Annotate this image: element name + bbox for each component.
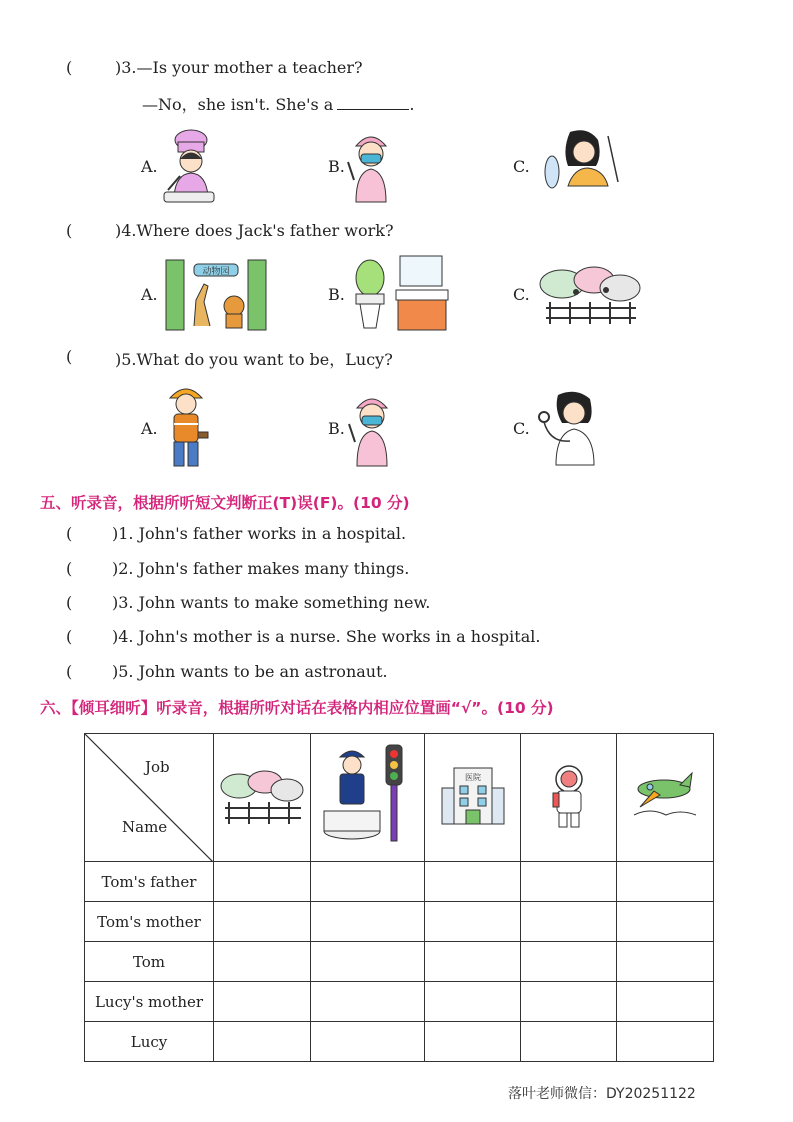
zoo-icon (164, 256, 268, 332)
q3-number: )3. (115, 58, 137, 77)
answer-cell[interactable] (425, 1022, 521, 1062)
row-label: Tom's mother (85, 902, 214, 942)
answer-cell[interactable] (425, 982, 521, 1022)
section6-title-row (40, 696, 554, 718)
answer-cell[interactable] (311, 1022, 425, 1062)
police-icon (322, 741, 414, 851)
q4-option-a-label: A. (141, 285, 158, 304)
q5-option-b-label: B. (328, 419, 345, 438)
s5-item4-paren: ( (66, 627, 73, 646)
q4-option-b-label: B. (328, 285, 345, 304)
q3-option-c-label: C. (513, 157, 530, 176)
bathroom-icon (346, 254, 452, 332)
answer-cell[interactable] (521, 1022, 617, 1062)
col-hospital (425, 734, 521, 862)
s5-item5-paren: ( (66, 662, 73, 681)
q5-text: What do you want to be，Lucy? (136, 350, 393, 369)
astronaut-icon (549, 763, 589, 829)
answer-cell[interactable] (214, 942, 311, 982)
q3-answer-text: —No，she isn't. She's a (142, 95, 334, 114)
q5-question (115, 347, 393, 370)
doctor-icon (536, 387, 608, 467)
s5-item3-text: )3. John wants to make something new. (112, 593, 431, 612)
header-job: Job (145, 758, 170, 776)
q5-number: )5. (115, 350, 137, 369)
q3-question (115, 58, 363, 77)
q4-text: Where does Jack's father work? (136, 221, 394, 240)
plane-icon (630, 771, 700, 821)
q5-paren: ( (66, 347, 73, 366)
row-label: Tom (85, 942, 214, 982)
corner-diagonal (85, 734, 213, 862)
answer-cell[interactable] (425, 862, 521, 902)
answer-cell[interactable] (311, 982, 425, 1022)
hospital-sign-text: 医院 (464, 772, 481, 782)
answer-table (84, 733, 714, 1062)
header-name: Name (122, 818, 168, 836)
hospital-icon (440, 766, 506, 826)
answer-cell[interactable] (617, 982, 714, 1022)
s5-item3-paren: ( (66, 593, 73, 612)
q4-question (115, 221, 394, 240)
q5-option-c-label: C. (513, 419, 530, 438)
answer-cell[interactable] (311, 942, 425, 982)
s5-item5-text: )5. John wants to be an astronaut. (112, 662, 388, 681)
q3-answer-end: . (409, 95, 415, 114)
col-astronaut (521, 734, 617, 862)
q4-number: )4. (115, 221, 137, 240)
footer-text: 落叶老师微信：DY20251122 (508, 1086, 696, 1102)
col-farm (214, 734, 311, 862)
answer-cell[interactable] (214, 902, 311, 942)
section5-title: 五、听录音，根据所听短文判断正(T)误(F)。(10 分) (40, 494, 410, 512)
section6-prefix: 六、 (40, 699, 72, 717)
driver-icon (538, 126, 620, 196)
q3-answer (142, 92, 414, 115)
s5-item4-text: )4. John's mother is a nurse. She works in a hospital. (112, 627, 541, 646)
answer-cell[interactable] (214, 1022, 311, 1062)
worker-icon (162, 380, 212, 474)
col-police (311, 734, 425, 862)
row-label: Lucy's mother (85, 982, 214, 1022)
q5-option-a-label: A. (141, 419, 158, 438)
q4-paren: ( (66, 221, 73, 240)
q3-option-b-label: B. (328, 157, 345, 176)
nurse-icon (344, 124, 399, 204)
answer-cell[interactable] (214, 982, 311, 1022)
zoo-sign-text: 动物园 (202, 267, 230, 277)
q3-text: —Is your mother a teacher? (136, 58, 363, 77)
answer-cell[interactable] (617, 942, 714, 982)
section6-tag: 【倾耳细听】 (71, 699, 157, 717)
s5-item2-text: )2. John's father makes many things. (112, 559, 410, 578)
row-label: Lucy (85, 1022, 214, 1062)
answer-cell[interactable] (521, 902, 617, 942)
farm-icon (536, 262, 642, 326)
q3-blank[interactable] (337, 95, 409, 110)
nurse-icon-2 (345, 386, 400, 468)
s5-item1-paren: ( (66, 524, 73, 543)
row-label: Tom's father (85, 862, 214, 902)
answer-cell[interactable] (311, 862, 425, 902)
header-corner-cell (85, 734, 214, 862)
answer-cell[interactable] (214, 862, 311, 902)
answer-cell[interactable] (425, 942, 521, 982)
answer-cell[interactable] (521, 862, 617, 902)
answer-cell[interactable] (617, 902, 714, 942)
farm-icon (219, 766, 305, 826)
section6-title: 听录音，根据所听对话在表格内相应位置画“√”。(10 分) (156, 699, 554, 717)
answer-cell[interactable] (521, 982, 617, 1022)
q3-option-a-label: A. (141, 157, 158, 176)
answer-cell[interactable] (425, 902, 521, 942)
chef-icon (160, 126, 222, 206)
col-pilot (617, 734, 714, 862)
answer-cell[interactable] (617, 1022, 714, 1062)
s5-item2-paren: ( (66, 559, 73, 578)
answer-cell[interactable] (521, 942, 617, 982)
answer-cell[interactable] (311, 902, 425, 942)
answer-cell[interactable] (617, 862, 714, 902)
q3-paren: ( (66, 58, 73, 77)
q4-option-c-label: C. (513, 285, 530, 304)
s5-item1-text: )1. John's father works in a hospital. (112, 524, 407, 543)
